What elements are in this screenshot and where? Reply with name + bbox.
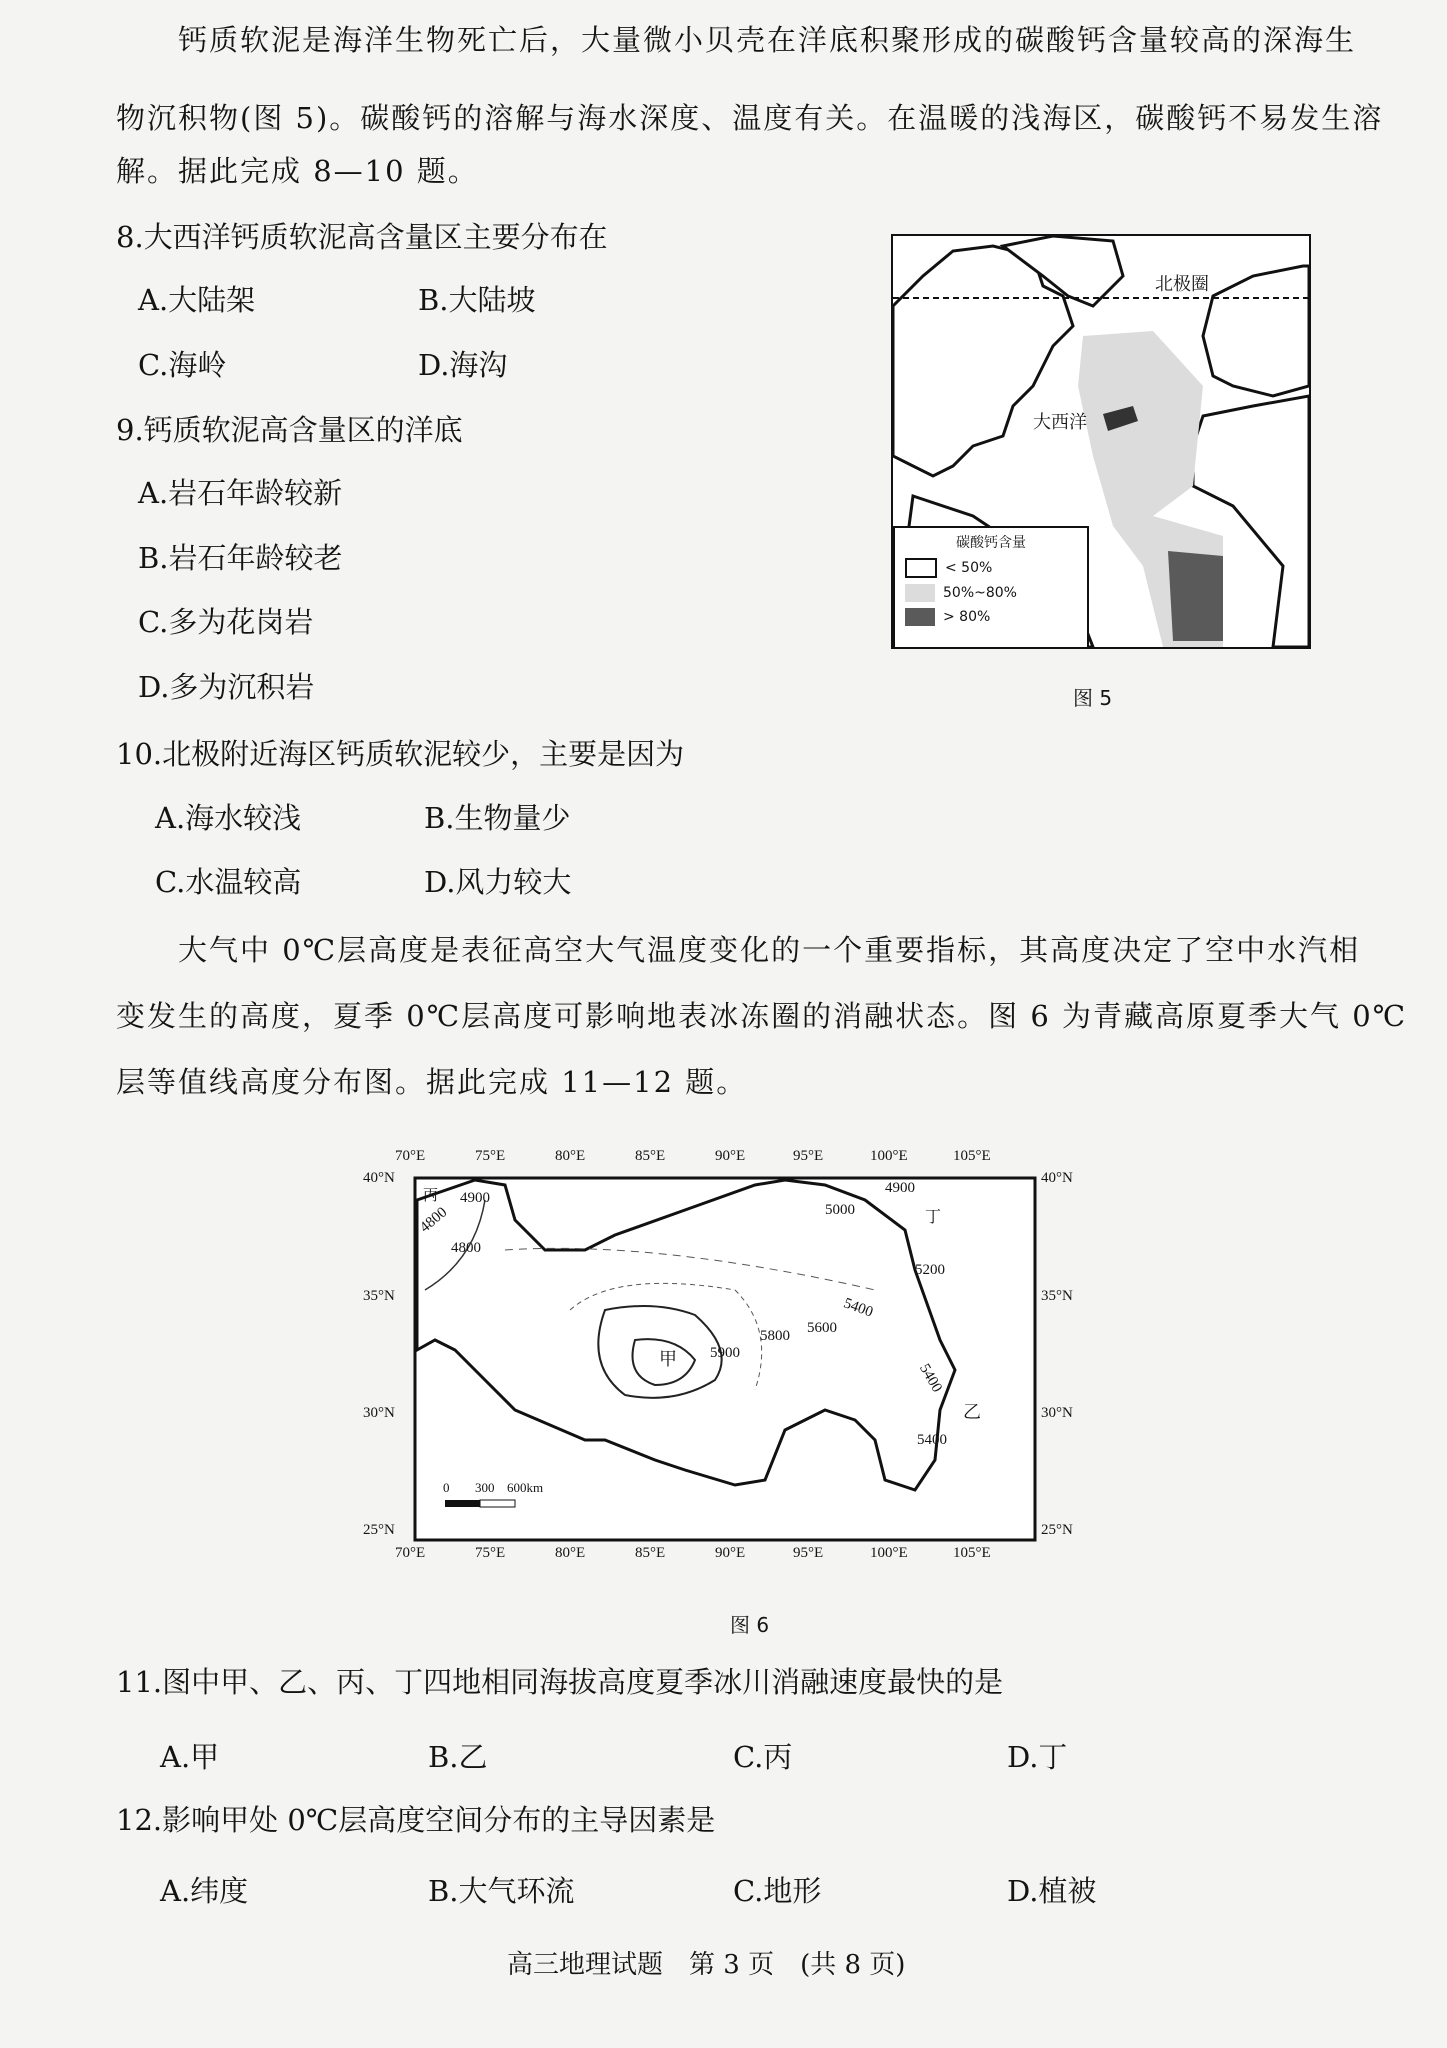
place-jia: 甲: [659, 1349, 677, 1369]
atlantic-label: 大西洋: [1033, 412, 1087, 433]
q9-option-c: C.多为花岗岩: [138, 605, 314, 639]
contour-label: 4800: [417, 1204, 451, 1236]
lon-tick: 90°E: [715, 1545, 746, 1561]
fig5-legend: [893, 526, 1089, 649]
q11-option-a: A.甲: [160, 1740, 220, 1774]
lon-tick: 80°E: [555, 1148, 586, 1164]
high-carbonate-zone: [1168, 551, 1223, 641]
place-bing: 丙: [423, 1188, 439, 1204]
place-yi: 乙: [963, 1402, 981, 1422]
legend-label: 50%~80%: [943, 585, 1017, 601]
passage1-line: 解。据此完成 8—10 题。: [116, 154, 479, 188]
lon-tick: 95°E: [793, 1545, 824, 1561]
figure-5-caption: 图 5: [1073, 686, 1113, 710]
passage2-line: 变发生的高度，夏季 0℃层高度可影响地表冰冻圈的消融状态。图 6 为青藏高原夏季大气 0℃: [116, 999, 1408, 1033]
lon-tick: 80°E: [555, 1545, 586, 1561]
contour-label: 5600: [807, 1320, 837, 1336]
q8-option-a: A.大陆架: [138, 283, 256, 317]
arctic-circle-label: 北极圈: [1155, 270, 1209, 296]
legend-label: > 80%: [943, 609, 991, 625]
place-ding: 丁: [925, 1209, 942, 1226]
page-footer: 高三地理试题 第 3 页 (共 8 页): [507, 1950, 906, 1980]
scale-label: 0: [443, 1480, 450, 1495]
contour-label: 4800: [451, 1240, 481, 1256]
question-12-stem: 12.影响甲处 0℃层高度空间分布的主导因素是: [116, 1803, 716, 1837]
fig6-labels: [355, 1140, 1095, 1570]
legend-title: 碳酸钙含量: [956, 535, 1026, 551]
lon-tick: 85°E: [635, 1148, 666, 1164]
lat-tick: 25°N: [363, 1522, 395, 1538]
lon-tick: 100°E: [870, 1148, 908, 1164]
passage1-line: 物沉积物(图 5)。碳酸钙的溶解与海水深度、温度有关。在温暖的浅海区，碳酸钙不易发生溶: [116, 101, 1384, 135]
legend-swatch-mid: [905, 584, 935, 602]
contour-label: 5900: [710, 1345, 740, 1361]
q10-option-c: C.水温较高: [155, 865, 302, 899]
q9-option-a: A.岩石年龄较新: [138, 476, 343, 510]
question-10-stem: 10.北极附近海区钙质软泥较少，主要是因为: [116, 737, 685, 771]
lon-tick: 70°E: [395, 1148, 426, 1164]
legend-label: < 50%: [945, 560, 993, 576]
contour-label: 5200: [915, 1262, 945, 1278]
lat-tick: 30°N: [1041, 1405, 1073, 1421]
q8-option-c: C.海岭: [138, 348, 227, 382]
passage2-line: 大气中 0℃层高度是表征高空大气温度变化的一个重要指标，其高度决定了空中水汽相: [178, 933, 1361, 967]
question-11-stem: 11.图中甲、乙、丙、丁四地相同海拔高度夏季冰川消融速度最快的是: [116, 1665, 1004, 1699]
contour-label: 4900: [460, 1190, 490, 1206]
lat-tick: 30°N: [363, 1405, 395, 1421]
lat-tick: 40°N: [1041, 1170, 1073, 1186]
q8-option-b: B.大陆坡: [418, 283, 536, 317]
q12-option-d: D.植被: [1007, 1874, 1097, 1908]
figure-5-atlantic-map: [891, 234, 1311, 649]
lon-tick: 75°E: [475, 1148, 506, 1164]
lon-tick: 105°E: [953, 1148, 991, 1164]
lon-tick: 75°E: [475, 1545, 506, 1561]
q12-option-c: C.地形: [733, 1874, 822, 1908]
contour-label: 5400: [841, 1295, 876, 1321]
q8-option-d: D.海沟: [418, 348, 508, 382]
lon-tick: 105°E: [953, 1545, 991, 1561]
lon-tick: 100°E: [870, 1545, 908, 1561]
contour-label: 5000: [825, 1202, 855, 1218]
q11-option-c: C.丙: [733, 1740, 793, 1774]
figure-6-tibet-map: [355, 1140, 1095, 1570]
passage2-line: 层等值线高度分布图。据此完成 11—12 题。: [116, 1065, 748, 1099]
legend-swatch-low: [905, 558, 937, 578]
figure-6-caption: 图 6: [730, 1613, 770, 1637]
lat-tick: 25°N: [1041, 1522, 1073, 1538]
q9-option-b: B.岩石年龄较老: [138, 541, 343, 575]
scale-label: 300: [475, 1480, 495, 1495]
lon-tick: 95°E: [793, 1148, 824, 1164]
lat-tick: 35°N: [363, 1288, 395, 1304]
scale-label: 600km: [507, 1480, 544, 1495]
contour-label: 4900: [885, 1180, 915, 1196]
lat-tick: 40°N: [363, 1170, 395, 1186]
lon-tick: 70°E: [395, 1545, 426, 1561]
q11-option-b: B.乙: [428, 1740, 488, 1774]
lon-tick: 85°E: [635, 1545, 666, 1561]
contour-label: 5400: [916, 1361, 945, 1396]
lat-tick: 35°N: [1041, 1288, 1073, 1304]
contour-label: 5800: [760, 1328, 790, 1344]
passage1-line: 钙质软泥是海洋生物死亡后，大量微小贝壳在洋底积聚形成的碳酸钙含量较高的深海生: [178, 23, 1357, 57]
q10-option-d: D.风力较大: [424, 865, 572, 899]
q10-option-a: A.海水较浅: [155, 801, 302, 835]
q10-option-b: B.生物量少: [424, 801, 571, 835]
q9-option-d: D.多为沉积岩: [138, 670, 315, 704]
legend-swatch-high: [905, 608, 935, 626]
q12-option-a: A.纬度: [160, 1874, 249, 1908]
q12-option-b: B.大气环流: [428, 1874, 575, 1908]
question-9-stem: 9.钙质软泥高含量区的洋底: [116, 413, 463, 447]
q11-option-d: D.丁: [1007, 1740, 1068, 1774]
question-8-stem: 8.大西洋钙质软泥高含量区主要分布在: [116, 220, 608, 254]
contour-label: 5400: [917, 1432, 947, 1448]
lon-tick: 90°E: [715, 1148, 746, 1164]
